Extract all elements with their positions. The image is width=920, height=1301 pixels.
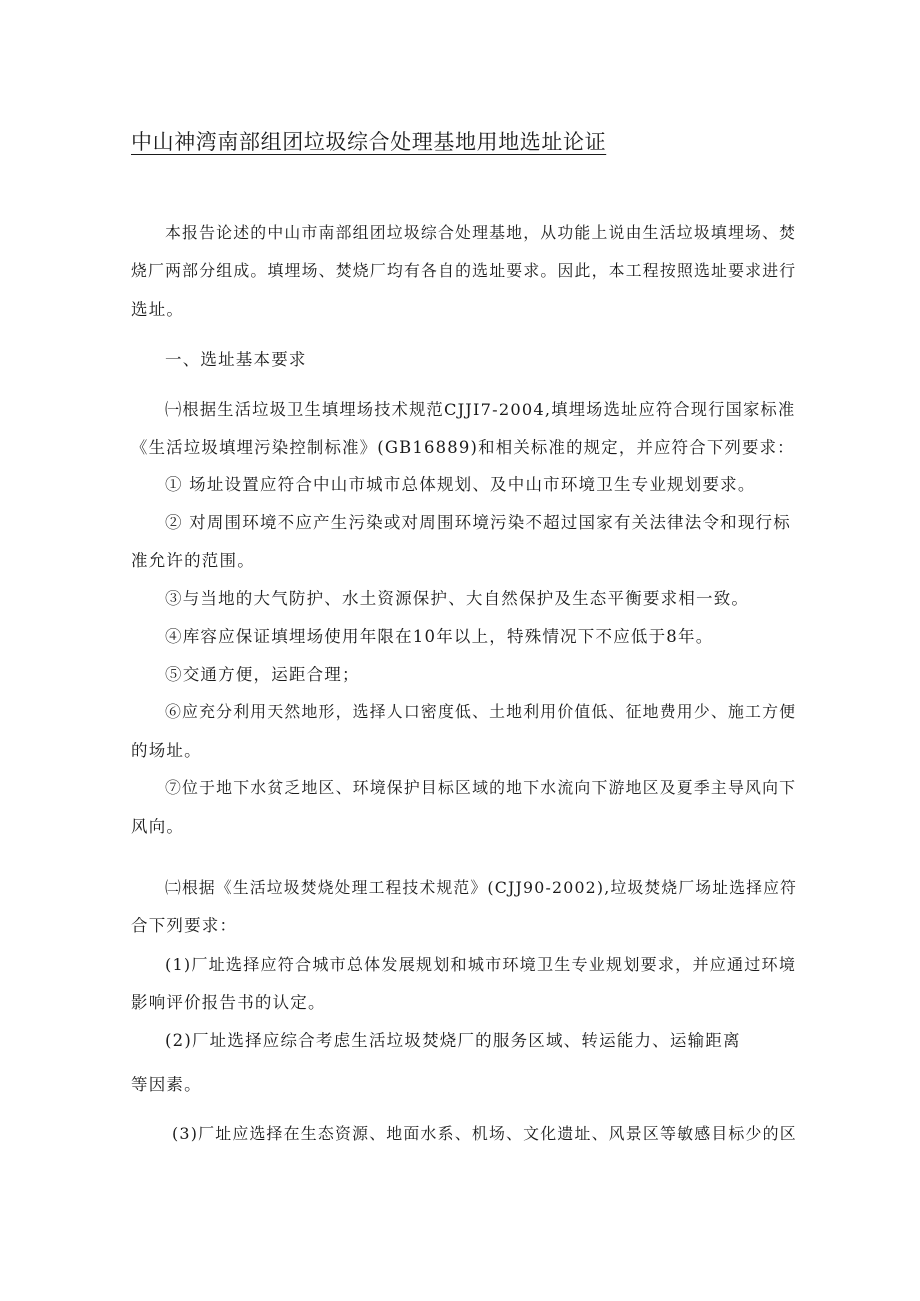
- list-item: 影响评价报告书的认定。: [131, 993, 326, 1012]
- paragraph-line: 选址。: [131, 300, 185, 319]
- paragraph-line: ㈡根据《生活垃圾焚烧处理工程技术规范》(CJJ90-2002),垃圾焚烧厂场址选择应符: [165, 878, 798, 897]
- list-item: (2)厂址选择应综合考虑生活垃圾焚烧厂的服务区域、转运能力、运输距离: [165, 1031, 741, 1050]
- list-item: (3)厂址应选择在生态资源、地面水系、机场、文化遗址、风景区等敏感目标少的区: [172, 1124, 797, 1143]
- list-item: ③与当地的大气防护、水土资源保护、大自然保护及生态平衡要求相一致。: [165, 589, 750, 608]
- paragraph-line: 《生活垃圾填埋污染控制标准》(GB16889)和相关标准的规定，并应符合下列要求：: [131, 438, 795, 457]
- paragraph-line: ㈠根据生活垃圾卫生填埋场技术规范CJJI7-2004,填埋场选址应符合现行国家标准: [165, 400, 796, 419]
- list-item: (1)厂址选择应符合城市总体发展规划和城市环境卫生专业规划要求，并应通过环境: [165, 955, 797, 974]
- list-item: ① 场址设置应符合中山市城市总体规划、及中山市环境卫生专业规划要求。: [165, 475, 756, 494]
- list-item: 等因素。: [131, 1075, 202, 1094]
- paragraph-line: 烧厂两部分组成。填埋场、焚烧厂均有各自的选址要求。因此，本工程按照选址要求进行: [131, 261, 797, 280]
- paragraph-line: 合下列要求：: [131, 916, 238, 935]
- list-item: ⑦位于地下水贫乏地区、环境保护目标区域的地下水流向下游地区及夏季主导风向下: [165, 778, 797, 797]
- section-heading: 一、选址基本要求: [165, 350, 307, 369]
- list-item: 准允许的范围。: [131, 551, 255, 570]
- list-item: ④库容应保证填埋场使用年限在10年以上，特殊情况下不应低于8年。: [165, 627, 714, 646]
- list-item: ⑥应充分利用天然地形，选择人口密度低、土地利用价值低、征地费用少、施工方便: [165, 702, 797, 721]
- paragraph-line: 本报告论述的中山市南部组团垃圾综合处理基地，从功能上说由生活垃圾填埋场、焚: [165, 223, 797, 242]
- list-item: ② 对周围环境不应产生污染或对周围环境污染不超过国家有关法律法令和现行标: [165, 513, 791, 532]
- list-item: 的场址。: [131, 741, 202, 760]
- list-item: 风向。: [131, 817, 185, 836]
- list-item: ⑤交通方便，运距合理；: [165, 665, 360, 684]
- document-title: 中山神湾南部组团垃圾综合处理基地用地选址论证: [131, 130, 607, 154]
